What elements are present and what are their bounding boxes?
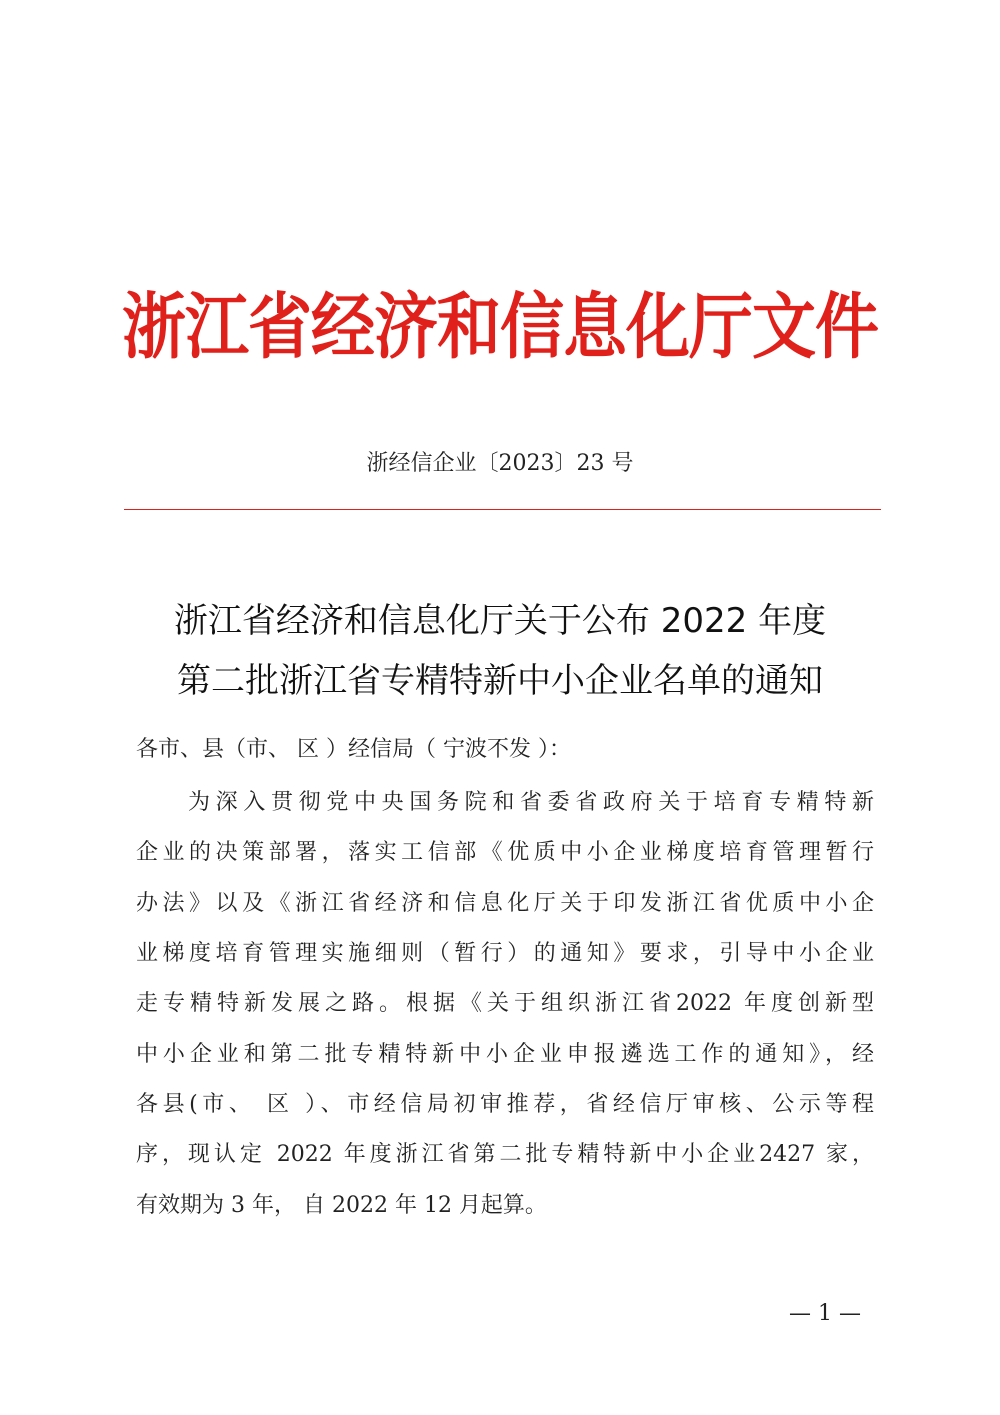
- body-line-5: 走专精特新发展之路。根据《关于组织浙江省2022 年度创新型: [136, 991, 874, 1016]
- body-line-6: 中小企业和第二批专精特新中小企业申报遴选工作的通知》，经: [136, 1042, 874, 1067]
- body-line-7: 各县(市、 区 ）、市经信局初审推荐，省经信厅审核、公示等程: [136, 1092, 874, 1117]
- body-line-2: 企业的决策部署，落实工信部《优质中小企业梯度培育管理暂行: [136, 840, 874, 865]
- red-divider-line: [124, 509, 881, 510]
- notice-title-line-2: 第二批浙江省专精特新中小企业名单的通知: [177, 661, 823, 701]
- body-line-4: 业梯度培育管理实施细则（暂行）的通知》要求，引导中小企业: [136, 941, 874, 966]
- masthead-title: 浙江省经济和信息化厅文件: [122, 286, 878, 370]
- body-line-1: 为深入贯彻党中央国务院和省委省政府关于培育专精特新: [188, 790, 874, 815]
- salutation: 各市、县（市、 区 ）经信局（ 宁波不发 ）：: [136, 737, 571, 762]
- body-line-3: 办法》以及《浙江省经济和信息化厅关于印发浙江省优质中小企: [136, 891, 874, 916]
- document-number: 浙经信企业〔2023〕23 号: [366, 451, 634, 476]
- body-line-8: 序，现认定 2022 年度浙江省第二批专精特新中小企业2427 家，: [136, 1142, 874, 1167]
- body-line-9: 有效期为 3 年， 自 2022 年 12 月起算。: [136, 1193, 547, 1218]
- page-number: — 1 —: [789, 1301, 861, 1326]
- notice-title-line-1: 浙江省经济和信息化厅关于公布 2022 年度: [173, 601, 827, 641]
